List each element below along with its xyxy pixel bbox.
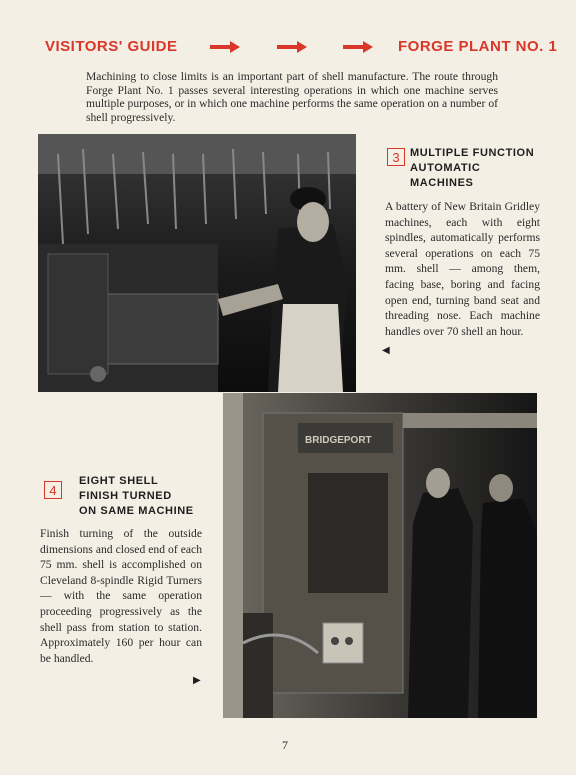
section-heading	[79, 474, 194, 519]
section-heading	[410, 146, 534, 191]
arrow-right-icon	[343, 40, 373, 54]
arrow-right-icon	[277, 40, 307, 54]
section-heading-line: AUTOMATIC	[410, 162, 481, 174]
arrow-left-icon: ◀	[382, 345, 390, 356]
arrow-right-icon: ▶	[193, 675, 201, 686]
section-body: A battery of New Britain Gridley machines, each with eight spindles, automatically performs several operations on each 75 mm. shell — among them, facing base, boring and facing open end, turning band seat and threading nose. Each machine handles over 70 shell an hour.	[385, 200, 540, 338]
section-heading-line: FINISH TURNED	[79, 490, 172, 502]
section-body: Finish turning of the outside dimensions and closed end of each 75 mm. shell is accomplished on Cleveland 8-spindle Rigid Turners — with the same operation proceeding progressively as the shell pass from station to station. Approximately 160 per hour can be handled.	[40, 527, 202, 665]
section-number-badge: 3	[387, 148, 405, 166]
arrow-right-icon	[210, 40, 240, 54]
section-number-badge: 4	[44, 481, 62, 499]
plant-title: FORGE PLANT NO. 1	[398, 38, 558, 55]
section-heading-line: ON SAME MACHINE	[79, 505, 194, 517]
section-heading-line: EIGHT SHELL	[79, 475, 159, 487]
page-number: 7	[282, 738, 288, 752]
factory-photo-image	[223, 393, 537, 718]
photo-rigid-turners	[223, 393, 537, 718]
section-heading-line: MACHINES	[410, 177, 474, 189]
photo-automatic-machines	[38, 134, 356, 392]
section-heading-line: MULTIPLE FUNCTION	[410, 147, 535, 159]
machine-signage: BRIDGEPORT	[305, 435, 372, 446]
factory-photo-image	[38, 134, 356, 392]
guide-title: VISITORS' GUIDE	[45, 38, 178, 55]
intro-paragraph: Machining to close limits is an important part of shell manufacture. The route through Forge Plant No. 1 passes several interesting operations in which one machine serves multiple purposes, or in which one machine performs the same operation on a number of shell progressively.	[86, 70, 498, 124]
